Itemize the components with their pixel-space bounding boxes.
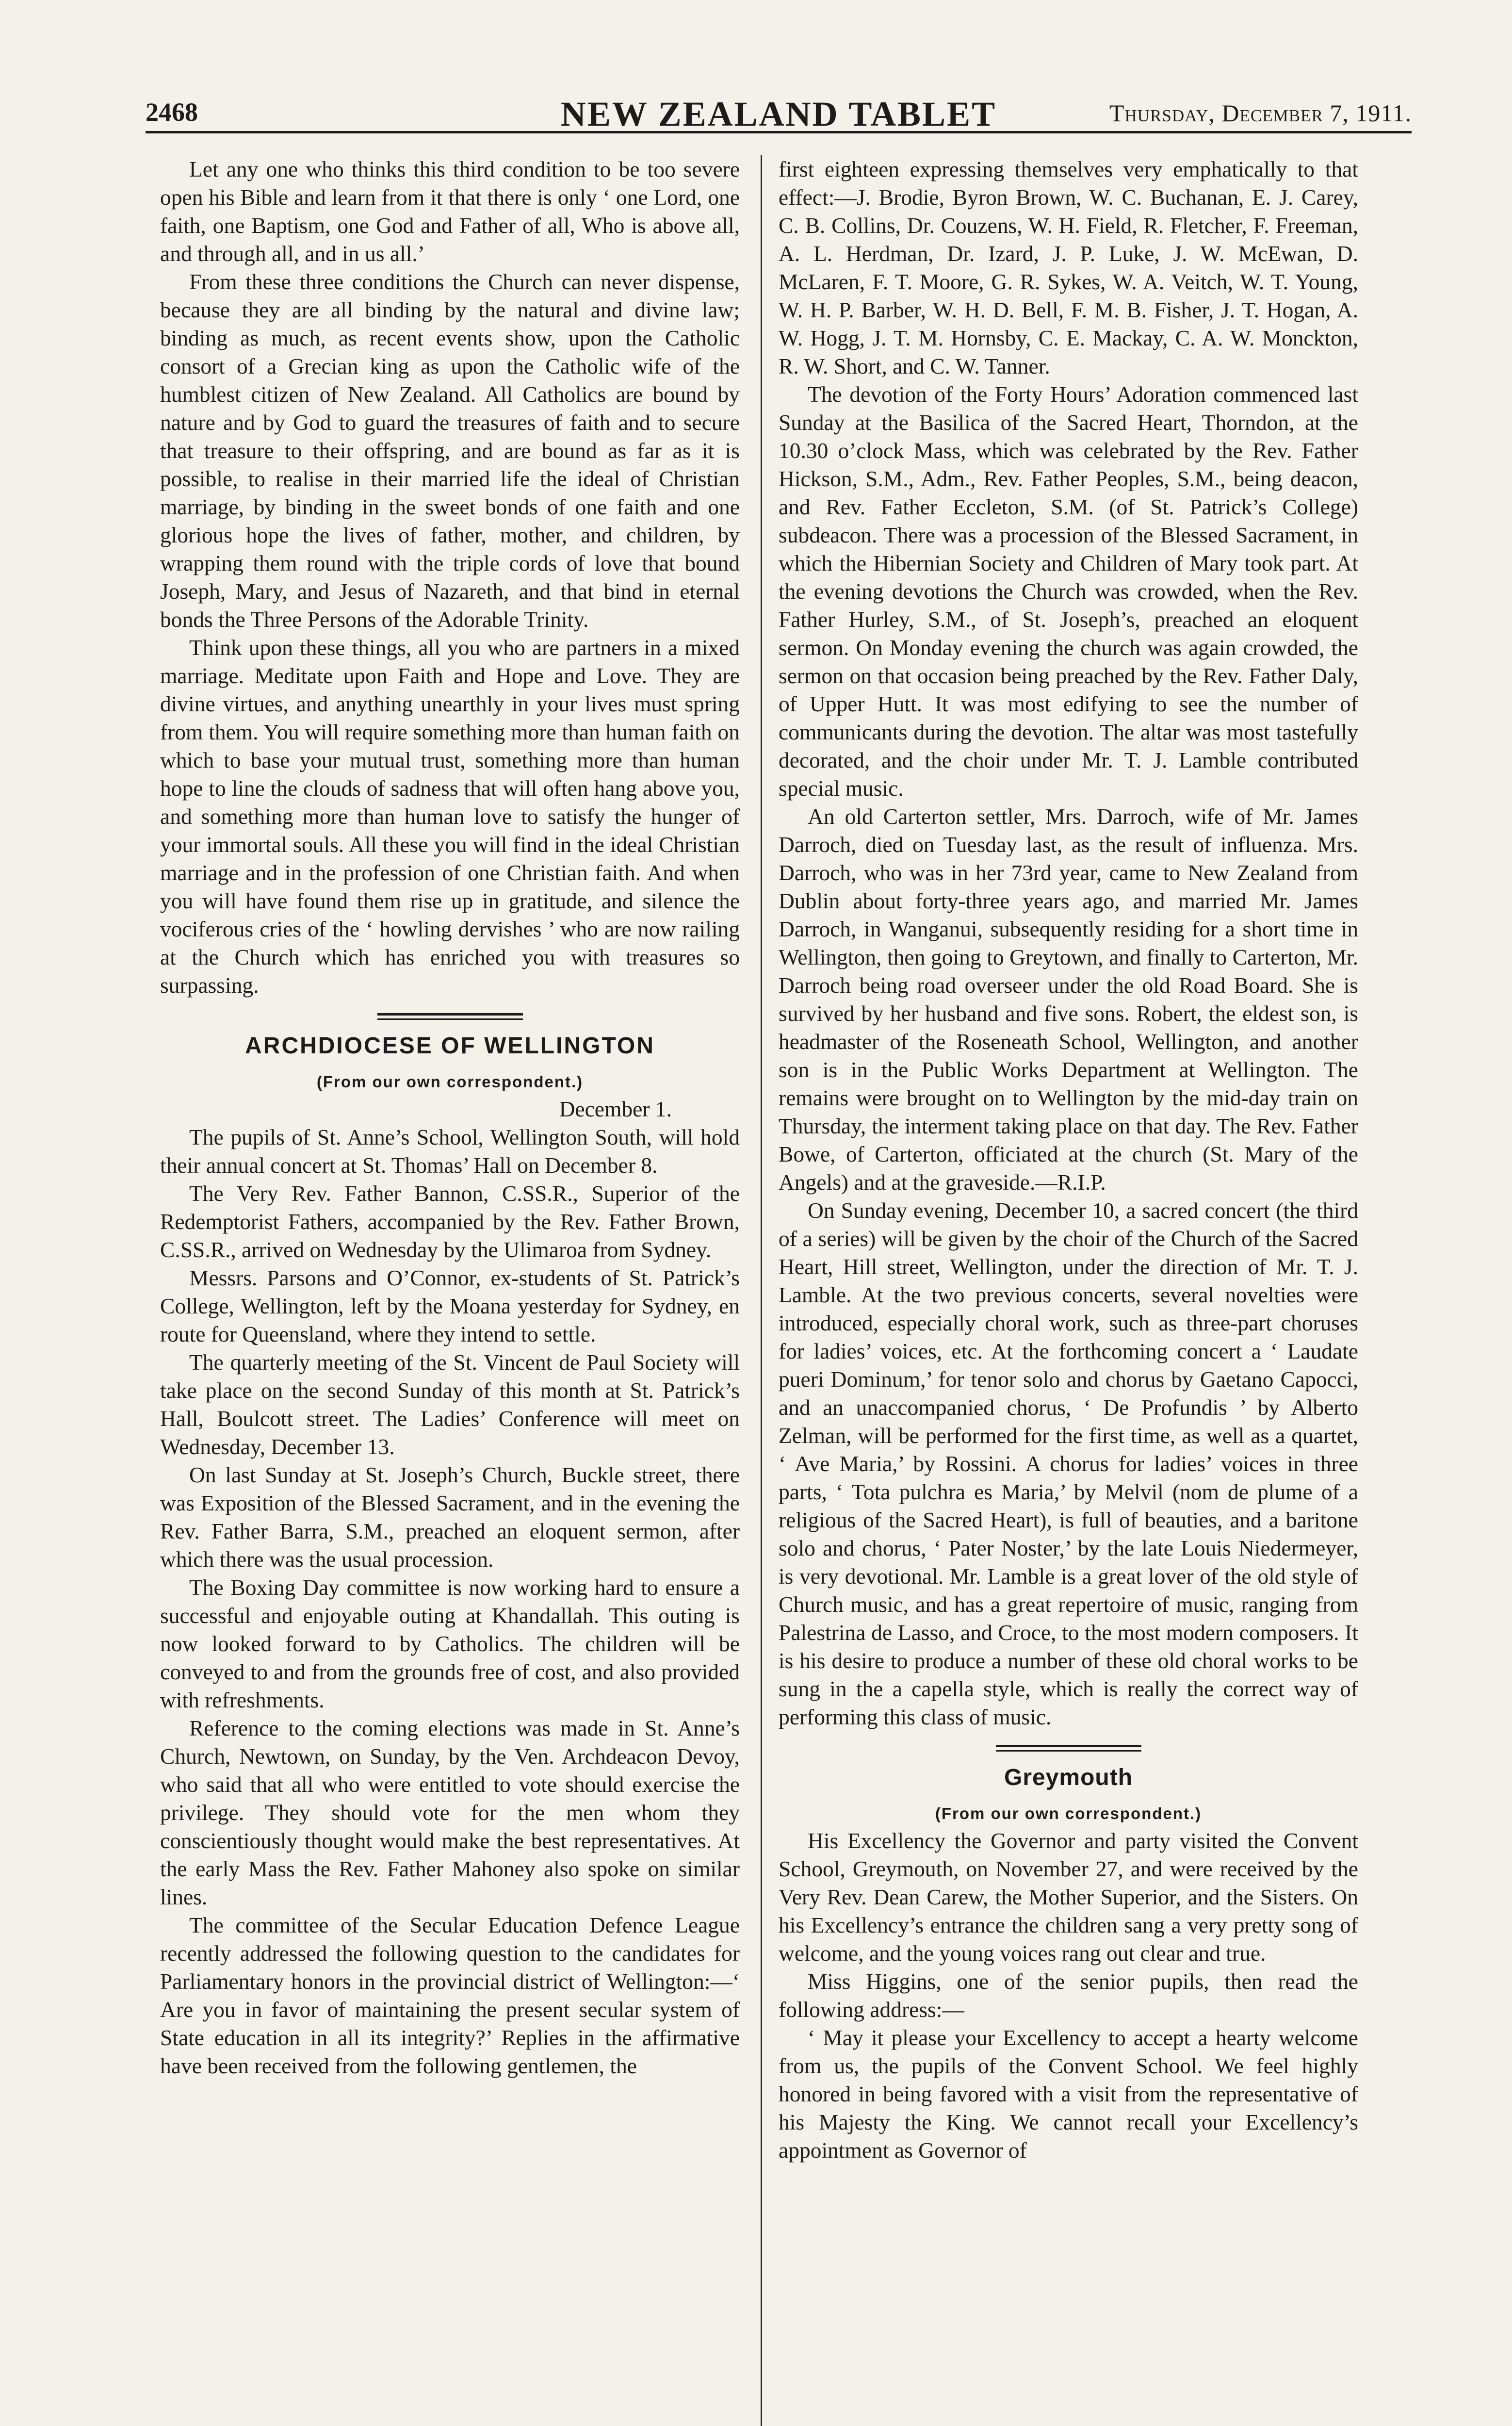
issue-date: Thursday, December 7, 1911. <box>1109 99 1412 127</box>
masthead: NEW ZEALAND TABLET <box>560 95 997 133</box>
section-heading-wellington: ARCHDIOCESE OF WELLINGTON <box>245 1033 655 1059</box>
left-column <box>160 155 740 2080</box>
article-paragraph: From these three conditions the Church can never dispense, because they are all binding by the natural and divine law; binding as much, as recent events show, upon the Catholic consort of a Grecian king as upon the Catholic wife of the humblest citizen of New Zealand. All Catholics are bound by nature and by God to guard the treasures of faith and to secure that treasure to their offspring, and are bound as far as it is possible, to realise in their married life the ideal of Christian marriage, by binding in the sweet bonds of one faith and one glorious hope the lives of father, mother, and children, by wrapping them round with the triple cords of love that bound Joseph, Mary, and Jesus of Nazareth, and that bind in eternal bonds the Three Persons of the Adorable Trinity. <box>160 269 740 632</box>
right-column <box>779 155 1358 2164</box>
page-header <box>146 97 1412 133</box>
news-paragraph: ‘ May it please your Excellency to accept a hearty welcome from us, the pupils of the Convent School. We feel highly honored in being favored with a visit from the representative of his Majesty the King. We cannot recall your Excellency’s appointment as Governor of <box>779 2025 1358 2163</box>
news-paragraph: An old Carterton settler, Mrs. Darroch, wife of Mr. James Darroch, died on Tuesday last, as the result of influenza. Mrs. Darroch, who was in her 73rd year, came to New Zealand from Dublin about forty-three years ago, and married Mr. James Darroch, in Wanganui, subsequently residing for a short time in Wellington, then going to Greytown, and finally to Carterton, Mr. Darroch being road overseer under the old Road Board. She is survived by her husband and five sons. Robert, the eldest son, is headmaster of the Roseneath School, Wellington, and another son is in the Public Works Department at Wellington. The remains were brought on to Wellington by the mid-day train on Thursday, the interment taking place on that day. The Rev. Father Bowe, of Carterton, officiated at the church (St. Mary of the Angels) and at the graveside.—R.I.P. <box>779 804 1358 1195</box>
correspondent-line: (From our own correspondent.) <box>935 1804 1202 1822</box>
news-paragraph: The pupils of St. Anne’s School, Wellington South, will hold their annual concert at St. Thomas’ Hall on December 8. <box>160 1125 740 1178</box>
section-divider <box>996 1745 1141 1752</box>
correspondent-line: (From our own correspondent.) <box>316 1073 584 1091</box>
news-paragraph: The committee of the Secular Education Defence League recently addressed the following question to the candidates for Parliamentary honors in the provincial district of Wellington:—‘ Are you in favor of maintaining the present secular system of State education in all its integrity?’ Replies in the affirmative have been received from the following gentlemen, the <box>160 1913 740 2078</box>
news-paragraph: The quarterly meeting of the St. Vincent de Paul Society will take place on the second Sunday of this month at St. Patrick’s Hall, Boulcott street. The Ladies’ Conference will meet on Wednesday, December 13. <box>160 1350 740 1459</box>
column-rule <box>761 155 762 2426</box>
news-paragraph: Miss Higgins, one of the senior pupils, then read the following address:— <box>779 1969 1358 2022</box>
section-heading-greymouth: Greymouth <box>1004 1765 1133 1790</box>
news-paragraph: Messrs. Parsons and O’Connor, ex-students of St. Patrick’s College, Wellington, left by the Moana yesterday for Sydney, en route for Queensland, where they intend to settle. <box>160 1265 740 1346</box>
news-paragraph: The devotion of the Forty Hours’ Adoration commenced last Sunday at the Basilica of the Sacred Heart, Thorndon, at the 10.30 o’clock Mass, which was celebrated by the Rev. Father Hickson, S.M., Adm., Rev. Father Peoples, S.M., being deacon, and Rev. Father Eccleton, S.M. (of St. Patrick’s College) subdeacon. There was a procession of the Blessed Sacrament, in which the Hibernian Society and Children of Mary took part. At the evening devotions the Church was crowded, when the Rev. Father Hurley, S.M., of St. Joseph’s, preached an eloquent sermon. On Monday evening the church was again crowded, the sermon on that occasion being preached by the Rev. Father Daly, of Upper Hutt. It was most edifying to see the number of communicants during the devotion. The altar was most tastefully decorated, and the choir under Mr. T. J. Lamble contributed special music. <box>779 382 1358 801</box>
news-paragraph: The Very Rev. Father Bannon, C.SS.R., Superior of the Redemptorist Fathers, accompanied by the Rev. Father Brown, C.SS.R., arrived on Wednesday by the Ulimaroa from Sydney. <box>160 1181 740 1262</box>
news-paragraph: The Boxing Day committee is now working hard to ensure a successful and enjoyable outing at Khandallah. This outing is now looked forward to by Catholics. The children will be conveyed to and from the grounds free of cost, and also provided with refreshments. <box>160 1575 740 1712</box>
dateline: December 1. <box>559 1097 672 1121</box>
news-paragraph: His Excellency the Governor and party visited the Convent School, Greymouth, on November 27, and were received by the Very Rev. Dean Carew, the Mother Superior, and the Sisters. On his Excellency’s entrance the children sang a very pretty song of welcome, and the young voices rang out clear and true. <box>779 1828 1358 1966</box>
news-paragraph: Reference to the coming elections was made in St. Anne’s Church, Newtown, on Sunday, by the Ven. Archdeacon Devoy, who said that all who were entitled to vote should exercise the privilege. They should vote for the men whom they conscientiously thought would make the best representatives. At the early Mass the Rev. Father Mahoney also spoke on similar lines. <box>160 1716 740 1909</box>
news-paragraph: On last Sunday at St. Joseph’s Church, Buckle street, there was Exposition of the Blessed Sacrament, and in the evening the Rev. Father Barra, S.M., preached an eloquent sermon, after which there was the usual procession. <box>160 1462 740 1572</box>
article-paragraph: Let any one who thinks this third condition to be too severe open his Bible and learn from it that there is only ‘ one Lord, one faith, one Baptism, one God and Father of all, Who is above all, and through all, and in us all.’ <box>160 157 740 266</box>
news-paragraph: On Sunday evening, December 10, a sacred concert (the third of a series) will be given by the choir of the Church of the Sacred Heart, Hill street, Wellington, under the direction of Mr. T. J. Lamble. At the two previous concerts, several novelties were introduced, especially choral work, such as three-part choruses for ladies’ voices, etc. At the forthcoming concert a ‘ Laudate pueri Dominum,’ for tenor solo and chorus by Gaetano Capocci, and an unaccompanied chorus, ‘ De Profundis ’ by Alberto Zelman, will be performed for the first time, as well as a quartet, ‘ Ave Maria,’ by Rossini. A chorus for ladies’ voices in three parts, ‘ Tota pulchra es Maria,’ by Melvil (nom de plume of a religious of the Sacred Heart), is full of beauties, and a baritone solo and chorus, ‘ Pater Noster,’ by the late Louis Niedermeyer, is very devotional. Mr. Lamble is a great lover of the old style of Church music, and has a great repertoire of music, ranging from Palestrina de Lasso, and Croce, to the most modern composers. It is his desire to produce a number of these old choral works to be sung in the a capella style, which is really the correct way of performing this class of music. <box>779 1198 1358 1729</box>
news-paragraph: first eighteen expressing themselves very emphatically to that effect:—J. Brodie, Byron Brown, W. C. Buchanan, E. J. Carey, C. B. Collins, Dr. Couzens, W. H. Field, R. Fletcher, F. Freeman, A. L. Herdman, Dr. Izard, J. P. Luke, J. W. McEwan, D. McLaren, F. T. Moore, G. R. Sykes, W. A. Veitch, W. T. Young, W. H. P. Barber, W. H. D. Bell, F. M. B. Fisher, J. T. Hogan, A. W. Hogg, J. T. M. Hornsby, C. E. Mackay, C. A. W. Monckton, R. W. Short, and C. W. Tanner. <box>779 157 1358 378</box>
page-number: 2468 <box>146 98 198 127</box>
section-divider <box>377 1013 523 1020</box>
article-paragraph: Think upon these things, all you who are partners in a mixed marriage. Meditate upon Faith and Hope and Love. They are divine virtues, and anything unearthly in your lives must spring from them. You will require something more than human faith on which to base your mutual trust, something more than human hope to line the clouds of sadness that will often hang above you, and something more than human love to satisfy the hunger of your immortal souls. All these you will find in the ideal Christian marriage and in the profession of one Christian faith. And when you will have found them rise up in gratitude, and silence the vociferous cries of the ‘ howling dervishes ’ who are now railing at the Church which has enriched you with treasures so surpassing. <box>160 635 740 998</box>
